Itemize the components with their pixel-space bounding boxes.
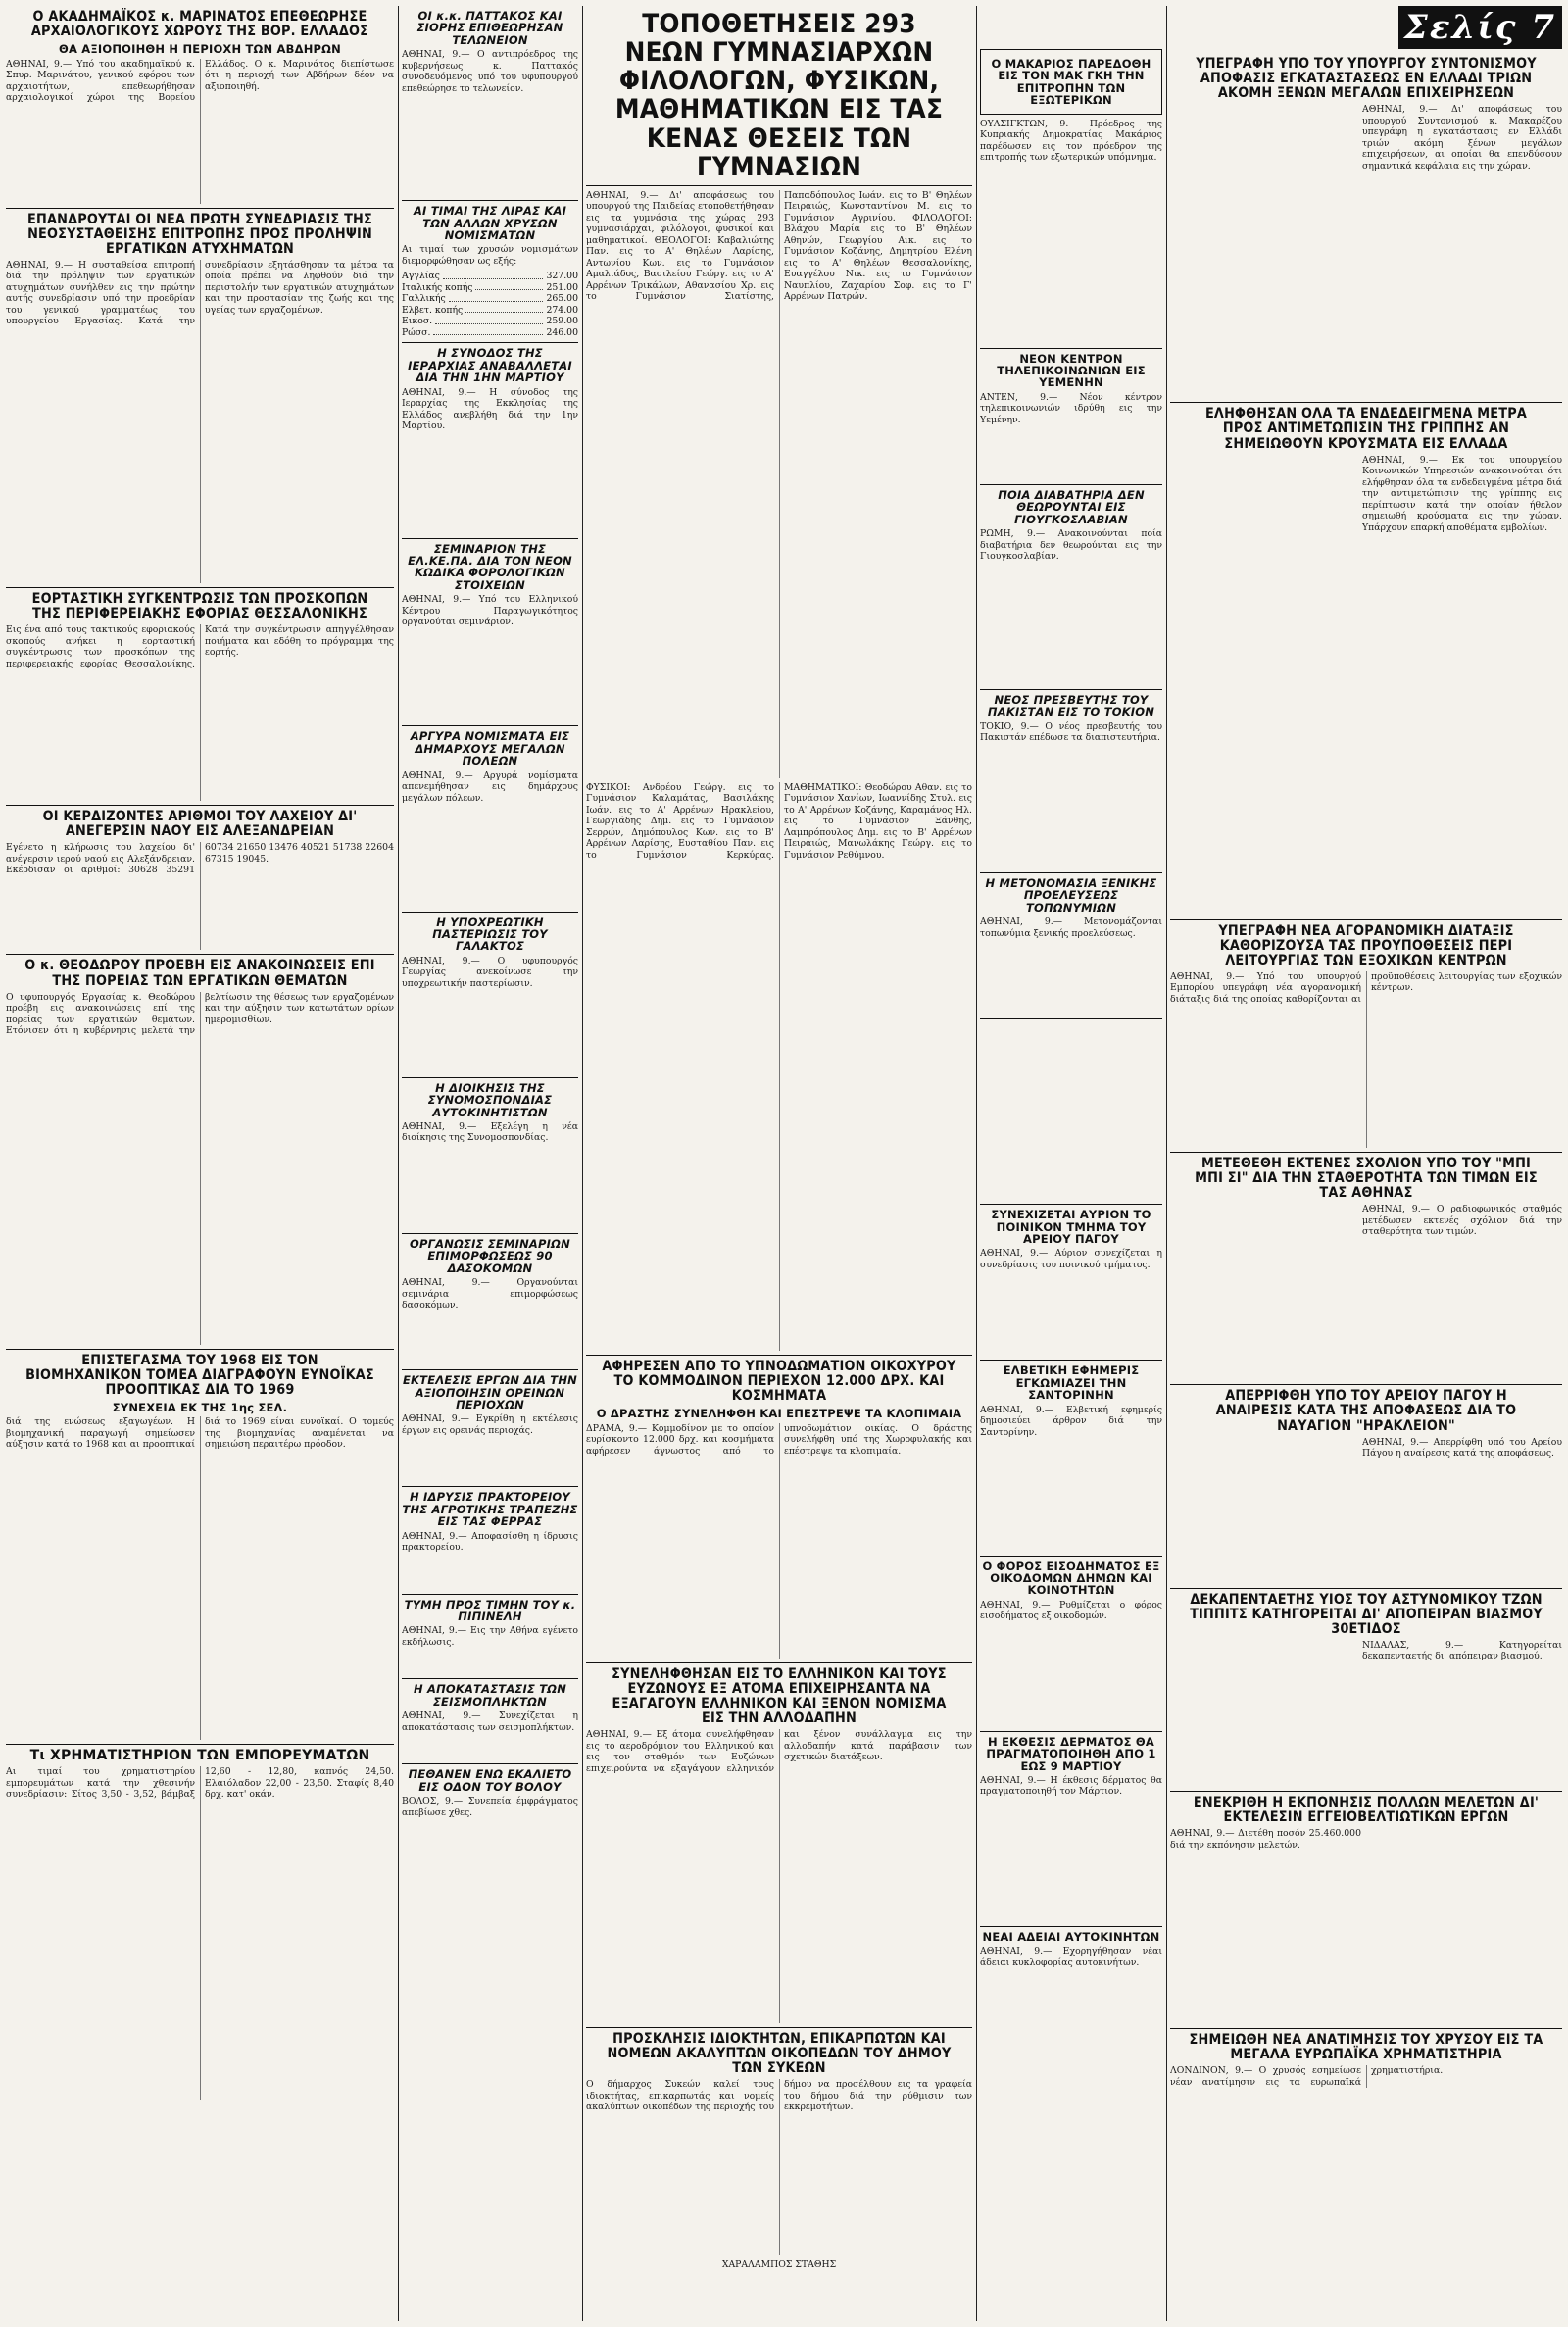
column-3 <box>586 6 972 2321</box>
article-gold-coins: Αι τιμαί των χρυσών νομισμάτων διεμορφώθησαν ως εξής: <box>402 244 578 267</box>
rate-name: Ιταλικής κοπής <box>402 281 473 293</box>
divider <box>980 484 1162 485</box>
headline-scouts: ΕΟΡΤΑΣΤΙΚΗ ΣΥΓΚΕΝΤΡΩΣΙΣ ΤΩΝ ΠΡΟΣΚΟΠΩΝ ΤΗΣ ΠΕΡΙΦΕΡΕΙΑΚΗΣ ΕΦΟΡΙΑΣ ΘΕΣΣΑΛΟΝΙΚΗΣ <box>31 590 368 622</box>
headline-commodities: Τι ΧΡΗΜΑΤΙΣΤΗΡΙΟΝ ΤΩΝ ΕΜΠΟΡΕΥΜΑΤΩΝ <box>29 1748 370 1764</box>
article-car-licenses: ΑΘΗΝΑΙ, 9.— Εχορηγήθησαν νέαι άδειαι κυκλοφορίας αυτοκινήτων. <box>980 1946 1162 1968</box>
article-theft: ΔΡΑΜΑ, 9.— Κομμοδίνον με το οποίον ευρίσκοντο 12.000 δρχ. και κοσμήματα αφήρεσεν άγνωστος από το υπνοδωμάτιον οικίας. Ο δράστης συνελήφθη υπό της Χωροφυλακής και επέστρεψε τα κλοπιμαία. <box>586 1422 972 1457</box>
rate-row <box>402 316 578 327</box>
divider <box>1170 1384 1562 1385</box>
article-industry: διά της ενώσεως εξαγωγέων. Η βιομηχανική παραγωγή σημείωσεν αύξησιν κατά το 1968 και αι προοπτικαί διά το 1969 είναι ευνοϊκαί. Ο τομεύς της βιομηχανίας αναμένεται να σημειώση περαιτέρω πρόοδον. <box>6 1416 394 1451</box>
subhead-avdira: ΘΑ ΑΞΙΟΠΟΙΗΘΗ Η ΠΕΡΙΟΧΗ ΤΩΝ ΑΒΔΗΡΩΝ <box>59 42 341 57</box>
rate-value: 251.00 <box>546 281 578 293</box>
headline-volos: ΠΕΘΑΝΕΝ ΕΝΩ ΕΚΑΛΙΕΤΟ ΕΙΣ ΟΔΟΝ ΤΟΥ ΒΟΛΟΥ <box>408 1767 572 1794</box>
headline-currency: ΣΥΝΕΛΗΦΘΗΣΑΝ ΕΙΣ ΤΟ ΕΛΛΗΝΙΚΟΝ ΚΑΙ ΤΟΥΣ ΕΥΖΩΝΟΥΣ ΕΞ ΑΤΟΜΑ ΕΠΙΧΕΙΡΗΣΑΝΤΑ ΝΑ ΕΞΑΓΑΓΟΥΝ ΕΛΛΗΝΙΚΟΝ ΚΑΙ ΞΕΝΟΝ ΝΟΜΙΣΜΑ ΕΙΣ ΤΗΝ ΑΛΛΟΔΑΠΗΝ <box>612 1665 947 1726</box>
article-leather: ΑΘΗΝΑΙ, 9.— Η έκθεσις δέρματος θα πραγματοποιηθή τον Μάρτιον. <box>980 1774 1162 1798</box>
rate-value: 265.00 <box>546 293 578 305</box>
headline-lottery: ΟΙ ΚΕΡΔΙΖΟΝΤΕΣ ΑΡΙΘΜΟΙ ΤΟΥ ΛΑΧΕΙΟΥ ΔΙ' ΑΝΕΓΕΡΣΙΝ ΝΑΟΥ ΕΙΣ ΑΛΕΞΑΝΔΡΕΙΑΝ <box>42 809 358 840</box>
gold-rates-table <box>402 271 578 338</box>
divider <box>402 1077 578 1078</box>
column-4 <box>980 6 1162 2321</box>
page-number-label: Σελίς 7 <box>1398 6 1562 49</box>
divider <box>980 1926 1162 1927</box>
headline-committee: ΕΠΑΝΔΡΟΥΤΑΙ ΟΙ ΝΕΑ ΠΡΩΤΗ ΣΥΝΕΔΡΙΑΣΙΣ ΤΗΣ ΝΕΟΣΥΣΤΑΘΕΙΣΗΣ ΕΠΙΤΡΟΠΗΣ ΠΡΟΣ ΠΡΟΛΗΨΙΝ ΕΡΓΑΤΙΚΩΝ ΑΤΥΧΗΜΑΤΩΝ <box>27 211 372 257</box>
article-theodorou: Ο υφυπουργός Εργασίας κ. Θεοδώρου προέβη εις ανακοινώσεις επί της πορείας των εργατικών θεμάτων. Ετόνισεν ότι η κυβέρνησις μελετά την βελτίωσιν της θέσεως των εργαζομένων και την αύξησιν των κατωτάτων ορίων ημερομισθίων. <box>6 991 394 1037</box>
newspaper-page <box>6 6 1562 2321</box>
signature: ΧΑΡΑΛΑΜΠΟΣ ΣΤΑΘΗΣ <box>721 2259 837 2271</box>
article-makarios: ΟΥΑΣΙΓΚΤΩΝ, 9.— Πρόεδρος της Κυπριακής Δημοκρατίας Μακάριος παρέδωσεν εις τον πρόεδρον της επιτροπής των εξωτερικών υπόμνημα. <box>980 118 1162 164</box>
article-currency: ΑΘΗΝΑΙ, 9.— Εξ άτομα συνελήφθησαν εις το αεροδρόμιον του Ελληνικού και εις τον σταθμόν των Ευζώνων επιχειρούντα να εξαγάγουν ελληνικόν και ξένον συνάλλαγμα εις την αλλοδαπήν κατά παράβασιν των σχετικών διατάξεων. <box>586 1729 972 1774</box>
article-foresters: ΑΘΗΝΑΙ, 9.— Οργανούνται σεμινάρια επιμορφώσεως δασοκόμων. <box>402 1277 578 1312</box>
divider <box>1170 1152 1562 1153</box>
article-marinatos: ΑΘΗΝΑΙ, 9.— Υπό του ακαδημαϊκού κ. Σπυρ. Μαρινάτου, γενικού εφόρου των αρχαιοτήτων, επεθεωρήθησαν αρχαιολογικοί χώροι της Βορείου Ελλάδος. Ο κ. Μαρινάτος διεπίστωσε ότι η περιοχή των Αβδήρων δέον να αξιοποιηθή. <box>6 58 394 104</box>
divider <box>402 1594 578 1595</box>
column-5 <box>1170 6 1562 2321</box>
rate-row <box>402 271 578 282</box>
divider <box>402 1233 578 1234</box>
article-bbc: ΑΘΗΝΑΙ, 9.— Ο ραδιοφωνικός σταθμός μετέδωσεν εκτενές σχόλιον διά την σταθερότητα των τιμών. <box>1362 1204 1562 1238</box>
divider <box>402 200 578 201</box>
article-enterprises: ΑΘΗΝΑΙ, 9.— Δι' αποφάσεως του υπουργού Συντονισμού κ. Μακαρέζου υπεγράφη η εγκατάστασις εν Ελλάδι τριών ακόμη ξένων μεγάλων επιχειρήσεων, αι οποίαι θα επενδύσουν σημαντικά κεφάλαια εις την χώραν. <box>1362 104 1562 172</box>
divider <box>6 805 394 806</box>
rate-value: 259.00 <box>546 316 578 327</box>
article-pattakos: ΑΘΗΝΑΙ, 9.— Ο αντιπρόεδρος της κυβερνήσεως κ. Παττακός συνοδευόμενος υπό του υφυπουργού επεθεώρησε το τελωνείον. <box>402 49 578 94</box>
article-flu: ΑΘΗΝΑΙ, 9.— Εκ του υπουργείου Κοινωνικών Υπηρεσιών ανακοινούται ότι ελήφθησαν όλα τα ενδεδειγμένα μέτρα διά την αντιμετώπισιν της γρίππης εις περίπτωσιν κατά την οποίαν ήθελον σημειωθή κρούσματα εις την χώραν. Υπάρχουν επαρκή αποθέματα εμβολίων. <box>1362 454 1562 533</box>
divider <box>402 1486 578 1487</box>
divider <box>980 689 1162 690</box>
divider <box>402 342 578 343</box>
headline-mountain: ΕΚΤΕΛΕΣΙΣ ΕΡΓΩΝ ΔΙΑ ΤΗΝ ΑΞΙΟΠΟΙΗΣΙΝ ΟΡΕΙΝΩΝ ΠΕΡΙΟΧΩΝ <box>402 1373 577 1411</box>
headline-foresters: ΟΡΓΑΝΩΣΙΣ ΣΕΜΙΝΑΡΙΩΝ ΕΠΙΜΟΡΦΩΣΕΩΣ 90 ΔΑΣΟΚΟΜΩΝ <box>410 1236 570 1275</box>
article-income-tax: ΑΘΗΝΑΙ, 9.— Ρυθμίζεται ο φόρος εισοδήματος εξ οικοδομών. <box>980 1599 1162 1622</box>
divider <box>980 1556 1162 1557</box>
article-gold: ΛΟΝΔΙΝΟΝ, 9.— Ο χρυσός εσημείωσε νέαν ανατίμησιν εις τα ευρωπαϊκά χρηματιστήρια. <box>1170 2065 1444 2088</box>
divider <box>586 1662 972 1663</box>
rate-name: Αγγλίας <box>402 271 440 282</box>
divider <box>980 1360 1162 1361</box>
headline-pattakos: ΟΙ κ.κ. ΠΑΤΤΑΚΟΣ ΚΑΙ ΣΙΟΡΗΣ ΕΠΙΘΕΩΡΗΣΑΝ ΤΕΛΩΝΕΙΟΝ <box>416 9 564 47</box>
rate-value: 274.00 <box>546 304 578 316</box>
headline-market: ΥΠΕΓΡΑΦΗ ΝΕΑ ΑΓΟΡΑΝΟΜΙΚΗ ΔΙΑΤΑΞΙΣ ΚΑΘΟΡΙΖΟΥΣΑ ΤΑΣ ΠΡΟΥΠΟΘΕΣΕΙΣ ΠΕΡΙ ΛΕΙΤΟΥΡΓΙΑΣ ΤΩΝ ΕΞΟΧΙΚΩΝ ΚΕΝΤΡΩΝ <box>1218 922 1514 968</box>
article-milk: ΑΘΗΝΑΙ, 9.— Ο υφυπουργός Γεωργίας ανεκοίνωσε την υποχρεωτικήν παστερίωσιν. <box>402 955 578 989</box>
rate-row <box>402 327 578 339</box>
divider <box>1170 1588 1562 1589</box>
divider <box>980 1731 1162 1732</box>
article-silver: ΑΘΗΝΑΙ, 9.— Αργυρά νομίσματα απενεμήθησαν εις δημάρχους μεγάλων πόλεων. <box>402 769 578 804</box>
divider <box>980 872 1162 873</box>
divider <box>6 1744 394 1745</box>
headline-ambassador: ΝΕΟΣ ΠΡΕΣΒΕΥΤΗΣ ΤΟΥ ΠΑΚΙΣΤΑΝ ΕΙΣ ΤΟ ΤΟΚΙΟΝ <box>987 693 1155 719</box>
rate-name: Γαλλικής <box>402 293 446 305</box>
divider <box>586 2027 972 2028</box>
headline-areios-pagos: ΣΥΝΕΧΙΖΕΤΑΙ ΑΥΡΙΟΝ ΤΟ ΠΟΙΝΙΚΟΝ ΤΜΗΜΑ ΤΟΥ ΑΡΕΙΟΥ ΠΑΓΟΥ <box>991 1208 1152 1246</box>
headline-seminar: ΣΕΜΙΝΑΡΙΟΝ ΤΗΣ ΕΛ.ΚΕ.ΠΑ. ΔΙΑ ΤΟΝ ΝΕΟΝ ΚΩΔΙΚΑ ΦΟΡΟΛΟΓΙΚΩΝ ΣΤΟΙΧΕΙΩΝ <box>408 541 572 592</box>
article-seminar: ΑΘΗΝΑΙ, 9.— Υπό του Ελληνικού Κέντρου Παραγωγικότητος οργανούται σεμινάριον. <box>402 594 578 628</box>
rate-row <box>402 282 578 294</box>
article-areios-pagos: ΑΘΗΝΑΙ, 9.— Αύριον συνεχίζεται η συνεδρίασις του ποινικού τμήματος. <box>980 1248 1162 1270</box>
headline-plots: ΠΡΟΣΚΛΗΣΙΣ ΙΔΙΟΚΤΗΤΩΝ, ΕΠΙΚΑΡΠΩΤΩΝ ΚΑΙ ΝΟΜΕΩΝ ΑΚΑΛΥΠΤΩΝ ΟΙΚΟΠΕΔΩΝ ΤΟΥ ΔΗΜΟΥ ΤΩΝ ΣΥΚΕΩΝ <box>607 2031 952 2077</box>
divider <box>402 1678 578 1679</box>
article-honor: ΑΘΗΝΑΙ, 9.— Εις την Αθήνα εγένετο εκδήλωσις. <box>402 1625 578 1648</box>
headline-tippits: ΔΕΚΑΠΕΝΤΑΕΤΗΣ ΥΙΟΣ ΤΟΥ ΑΣΤΥΝΟΜΙΚΟΥ ΤΖΩΝ ΤΙΠΠΙΤΣ ΚΑΤΗΓΟΡΕΙΤΑΙ ΔΙ' ΑΠΟΠΕΙΡΑΝ ΒΙΑΣΜΟΥ 30ΕΤΙΔΟΣ <box>1190 1591 1543 1637</box>
headline-makarios: Ο ΜΑΚΑΡΙΟΣ ΠΑΡΕΔΟΘΗ ΕΙΣ ΤΟΝ ΜΑΚ ΓΚΗ ΤΗΝ ΕΠΙΤΡΟΠΗΝ ΤΩΝ ΕΞΩΤΕΡΙΚΩΝ <box>991 57 1152 108</box>
article-toponyms: ΑΘΗΝΑΙ, 9.— Μετονομάζονται τοπωνύμια ξενικής προελεύσεως. <box>980 916 1162 939</box>
article-mountain: ΑΘΗΝΑΙ, 9.— Εγκρίθη η εκτέλεσις έργων εις ορεινάς περιοχάς. <box>402 1413 578 1436</box>
headline-theft: ΑΦΗΡΕΣΕΝ ΑΠΟ ΤΟ ΥΠΝΟΔΩΜΑΤΙΟΝ ΟΙΚΟΧΥΡΟΥ ΤΟ ΚΟΜΜΟΔΙΝΟΝ ΠΕΡΙΕΧΟΝ 12.000 ΔΡΧ. ΚΑΙ ΚΟΣΜΗΜΑΤΑ <box>602 1358 956 1405</box>
divider <box>586 185 972 186</box>
box-makarios <box>980 49 1162 115</box>
headline-flu: ΕΛΗΦΘΗΣΑΝ ΟΛΑ ΤΑ ΕΝΔΕΔΕΙΓΜΕΝΑ ΜΕΤΡΑ ΠΡΟΣ ΑΝΤΙΜΕΤΩΠΙΣΙΝ ΤΗΣ ΓΡΙΠΠΗΣ ΑΝ ΣΗΜΕΙΩΘΟΥΝ ΚΡΟΥΣΜΑΤΑ ΕΙΣ ΕΛΛΑΔΑ <box>1204 406 1528 452</box>
headline-theodorou: Ο κ. ΘΕΟΔΩΡΟΥ ΠΡΟΕΒΗ ΕΙΣ ΑΝΑΚΟΙΝΩΣΕΙΣ ΕΠΙ ΤΗΣ ΠΟΡΕΙΑΣ ΤΩΝ ΕΡΓΑΤΙΚΩΝ ΘΕΜΑΤΩΝ <box>24 958 375 989</box>
rate-name: Ελβετ. κοπής <box>402 304 464 316</box>
article-gymnasiarchs: ΑΘΗΝΑΙ, 9.— Δι' αποφάσεως του υπουργού της Παιδείας ετοποθετήθησαν εις τα γυμνάσια της χώρας 293 γυμνασιάρχαι, φιλόλογοι, φυσικοί και μαθηματικοί. ΘΕΟΛΟΓΟΙ: Καβαλιώτης Παν. εις το Α' Θηλέων Λαρίσης, Αντωνίου Κων. εις το Γυμνάσιον Αμαλιάδος, Βασιλείου Γεώργ. εις το Α' Αρρένων Τρικάλων, Αθανασίου Χρ. εις το Γυμνάσιον Σιατίστης, Παπαδόπουλος Ιωάν. εις το Β' Θηλέων Πειραιώς, Κωνσταντίνου Μ. εις το Γυμνάσιον Αγρινίου. ΦΙΛΟΛΟΓΟΙ: Βλάχου Μαρία εις το Β' Θηλέων Αθηνών, Γεωργίου Αικ. εις το Γυμνάσιον Κοζάνης, Δημητρίου Ελένη εις το Α' Θηλέων Θεσσαλονίκης, Ευαγγέλου Νικ. εις το Γυμνάσιον Ναυπλίου, Ζαχαρίου Σοφ. εις το Γ' Αρρένων Πατρών. <box>586 189 972 303</box>
column-rule <box>398 6 399 2321</box>
divider <box>1170 2028 1562 2029</box>
divider <box>6 208 394 209</box>
headline-earthquake: Η ΑΠΟΚΑΤΑΣΤΑΣΙΣ ΤΩΝ ΣΕΙΣΜΟΠΛΗΚΤΩΝ <box>413 1682 567 1708</box>
headline-gold-coins: ΑΙ ΤΙΜΑΙ ΤΗΣ ΛΙΡΑΣ ΚΑΙ ΤΩΝ ΑΛΛΩΝ ΧΡΥΣΩΝ ΝΟΜΙΣΜΑΤΩΝ <box>413 204 567 243</box>
headline-studies: ΕΝΕΚΡΙΘΗ Η ΕΚΠΟΝΗΣΙΣ ΠΟΛΛΩΝ ΜΕΛΕΤΩΝ ΔΙ' ΕΚΤΕΛΕΣΙΝ ΕΓΓΕΙΟΒΕΛΤΙΩΤΙΚΩΝ ΕΡΓΩΝ <box>1193 1794 1540 1826</box>
divider <box>402 912 578 913</box>
article-committee: ΑΘΗΝΑΙ, 9.— Η συσταθείσα επιτροπή διά την πρόληψιν των εργατικών ατυχημάτων συνήλθεν εις την πρώτην αυτής συνεδρίασιν υπό την προεδρίαν του γενικού γραμματέως του υπουργείου Εργασίας. Κατά την συνεδρίασιν εξητάσθησαν τα μέτρα τα οποία πρέπει να ληφθούν διά την περιστολήν των εργατικών ατυχημάτων και την προστασίαν της ζωής και της υγείας των εργαζομένων. <box>6 259 394 327</box>
article-scouts: Εις ένα από τους τακτικούς εφοριακούς σκοπούς ανήκει η εορταστική συγκέντρωσις των προσκόπων της περιφερειακής εφορίας Θεσσαλονίκης. Κατά την συγκέντρωσιν απηγγέλθησαν ποιήματα και εδόθη το πρόγραμμα της εορτής. <box>6 624 394 669</box>
headline-santorini: ΕΛΒΕΤΙΚΗ ΕΦΗΜΕΡΙΣ ΕΓΚΩΜΙΑΖΕΙ ΤΗΝ ΣΑΝΤΟΡΙΝΗΝ <box>1003 1363 1140 1403</box>
rate-name: Εικοσ. <box>402 316 433 327</box>
divider <box>402 538 578 539</box>
divider <box>1170 919 1562 920</box>
divider <box>980 1018 1162 1019</box>
subhead-industry: ΣΥΝΕΧΕΙΑ ΕΚ ΤΗΣ 1ης ΣΕΛ. <box>112 1400 288 1414</box>
headline-gymnasiarchs: ΤΟΠΟΘΕΤΗΣΕΙΣ 293 ΝΕΩΝ ΓΥΜΝΑΣΙΑΡΧΩΝ ΦΙΛΟΛΟΓΩΝ, ΦΥΣΙΚΩΝ, ΜΑΘΗΜΑΤΙΚΩΝ ΕΙΣ ΤΑΣ ΚΕΝΑΣ ΘΕΣΕΙΣ ΤΩΝ ΓΥΜΝΑΣΙΩΝ <box>614 9 944 182</box>
subhead-theft: Ο ΔΡΑΣΤΗΣ ΣΥΝΕΛΗΦΘΗ ΚΑΙ ΕΠΕΣΤΡΕΨΕ ΤΑ ΚΛΟΠΙΜΑΙΑ <box>596 1407 962 1421</box>
article-earthquake: ΑΘΗΝΑΙ, 9.— Συνεχίζεται η αποκατάστασις των σεισμοπλήκτων. <box>402 1710 578 1733</box>
article-plots: Ο δήμαρχος Συκεών καλεί τους ιδιοκτήτας, επικαρπωτάς και νομείς ακαλύπτων οικοπέδων της περιοχής του δήμου να προσέλθουν εις τα γραφεία του δήμου διά την ρύθμισιν των εκκρεμοτήτων. <box>586 2079 972 2113</box>
divider <box>980 1204 1162 1205</box>
article-passports: ΡΩΜΗ, 9.— Ανακοινούνται ποία διαβατήρια δεν θεωρούνται εις την Γιουγκοσλαβίαν. <box>980 528 1162 563</box>
headline-car-licenses: ΝΕΑΙ ΑΔΕΙΑΙ ΑΥΤΟΚΙΝΗΤΩΝ <box>982 1929 1160 1944</box>
column-rule <box>582 6 583 2321</box>
divider <box>402 1763 578 1764</box>
headline-leather: Η ΕΚΘΕΣΙΣ ΔΕΡΜΑΤΟΣ ΘΑ ΠΡΑΓΜΑΤΟΠΟΙΗΘΗ ΑΠΟ 1 ΕΩΣ 9 ΜΑΡΤΙΟΥ <box>986 1734 1156 1773</box>
column-rule <box>1166 6 1167 2321</box>
article-bank: ΑΘΗΝΑΙ, 9.— Αποφασίσθη η ίδρυσις πρακτορείου. <box>402 1530 578 1554</box>
divider <box>1170 402 1562 403</box>
divider <box>586 1355 972 1356</box>
divider <box>980 348 1162 349</box>
divider <box>6 954 394 955</box>
headline-honor: ΤΥΜΗ ΠΡΟΣ ΤΙΜΗΝ ΤΟΥ κ. ΠΙΠΙΝΕΛΗ <box>404 1597 576 1623</box>
divider <box>402 1369 578 1370</box>
headline-enterprises: ΥΠΕΓΡΑΦΗ ΥΠΟ ΤΟΥ ΥΠΟΥΡΓΟΥ ΣΥΝΤΟΝΙΣΜΟΥ ΑΠΟΦΑΣΙΣ ΕΓΚΑΤΑΣΤΑΣΕΩΣ ΕΝ ΕΛΛΑΔΙ ΤΡΙΩΝ ΑΚΟΜΗ ΞΕΝΩΝ ΜΕΓΑΛΩΝ ΕΠΙΧΕΙΡΗΣΕΩΝ <box>1196 56 1537 102</box>
rate-name: Ρώσσ. <box>402 326 431 338</box>
article-studies: ΑΘΗΝΑΙ, 9.— Διετέθη ποσόν 25.460.000 διά την εκπόνησιν μελετών. <box>1170 1828 1361 1851</box>
article-santorini: ΑΘΗΝΑΙ, 9.— Ελβετική εφημερίς δημοσιεύει άρθρον διά την Σαντορίνην. <box>980 1404 1162 1438</box>
headline-bank: Η ΙΔΡΥΣΙΣ ΠΡΑΚΤΟΡΕΙΟΥ ΤΗΣ ΑΓΡΟΤΙΚΗΣ ΤΡΑΠΕΖΗΣ ΕΙΣ ΤΑΣ ΦΕΡΡΑΣ <box>402 1490 578 1529</box>
article-market: ΑΘΗΝΑΙ, 9.— Υπό του υπουργού Εμπορίου υπεγράφη νέα αγορανομική διάταξις διά της οποίας καθορίζονται αι προϋποθέσεις λειτουργίας των εξοχικών κέντρων. <box>1170 970 1562 1005</box>
article-shipwreck: ΑΘΗΝΑΙ, 9.— Απερρίφθη υπό του Αρείου Πάγου η αναίρεσις κατά της αποφάσεως. <box>1362 1436 1562 1460</box>
headline-silver: ΑΡΓΥΡΑ ΝΟΜΙΣΜΑΤΑ ΕΙΣ ΔΗΜΑΡΧΟΥΣ ΜΕΓΑΛΩΝ ΠΟΛΕΩΝ <box>410 729 570 768</box>
article-lottery: Εγένετο η κλήρωσις του λαχείου δι' ανέγερσιν ιερού ναού εις Αλεξάνδρειαν. Εκέρδισαν οι αριθμοί: 30628 35291 60734 21650 13476 40521 51738 22604 67315 19045. <box>6 842 394 876</box>
divider <box>6 587 394 588</box>
headline-shipwreck: ΑΠΕΡΡΙΦΘΗ ΥΠΟ ΤΟΥ ΑΡΕΙΟΥ ΠΑΓΟΥ Η ΑΝΑΙΡΕΣΙΣ ΚΑΤΑ ΤΗΣ ΑΠΟΦΑΣΕΩΣ ΔΙΑ ΤΟ ΝΑΥΑΓΙΟΝ "ΗΡΑΚΛΕΙΟΝ" <box>1215 1388 1517 1434</box>
headline-income-tax: Ο ΦΟΡΟΣ ΕΙΣΟΔΗΜΑΤΟΣ ΕΞ ΟΙΚΟΔΟΜΩΝ ΔΗΜΩΝ ΚΑΙ ΚΟΙΝΟΤΗΤΩΝ <box>982 1559 1160 1598</box>
headline-toponyms: Η ΜΕΤΟΝΟΜΑΣΙΑ ΞΕΝΙΚΗΣ ΠΡΟΕΛΕΥΣΕΩΣ ΤΟΠΩΝΥΜΙΩΝ <box>985 875 1157 915</box>
article-drivers: ΑΘΗΝΑΙ, 9.— Εξελέγη η νέα διοίκησις της Συνομοσπονδίας. <box>402 1120 578 1144</box>
divider <box>1170 1791 1562 1792</box>
divider <box>6 1349 394 1350</box>
article-volos: ΒΟΛΟΣ, 9.— Συνεπεία έμφράγματος απεβίωσε χθες. <box>402 1796 578 1818</box>
rate-value: 327.00 <box>546 271 578 282</box>
column-2 <box>402 6 578 2321</box>
headline-marinatos: Ο ΑΚΑΔΗΜΑΪΚΟΣ κ. ΜΑΡΙΝΑΤΟΣ ΕΠΕΘΕΩΡΗΣΕ ΑΡΧΑΙΟΛΟΓΙΚΟΥΣ ΧΩΡΟΥΣ ΤΗΣ ΒΟΡ. ΕΛΛΑΔΟΣ <box>30 9 369 40</box>
divider <box>402 725 578 726</box>
column-rule <box>976 6 977 2321</box>
headline-gold: ΣΗΜΕΙΩΘΗ ΝΕΑ ΑΝΑΤΙΜΗΣΙΣ ΤΟΥ ΧΡΥΣΟΥ ΕΙΣ ΤΑ ΜΕΓΑΛΑ ΕΥΡΩΠΑΪΚΑ ΧΡΗΜΑΤΙΣΤΗΡΙΑ <box>1189 2032 1544 2063</box>
headline-industry: ΕΠΙΣΤΕΓΑΣΜΑ ΤΟΥ 1968 ΕΙΣ ΤΟΝ ΒΙΟΜΗΧΑΝΙΚΟΝ ΤΟΜΕΑ ΔΙΑΓΡΑΦΟΥΝ ΕΥΝΟΪΚΑΣ ΠΡΟΟΠΤΙΚΑΣ ΔΙΑ ΤΟ 1969 <box>25 1352 374 1398</box>
article-gymnasiarchs-cont: ΦΥΣΙΚΟΙ: Ανδρέου Γεώργ. εις το Γυμνάσιον Καλαμάτας, Βασιλάκης Ιωάν. εις το Α' Αρρένων Ηρακλείου, Γεωργιάδης Δημ. εις το Γυμνάσιον Σερρών, Δημόπουλος Κων. εις το Β' Αρρένων Λαρίσης, Ευσταθίου Παν. εις το Γυμνάσιον Κερκύρας. ΜΑΘΗΜΑΤΙΚΟΙ: Θεοδώρου Αθαν. εις το Γυμνάσιον Χανίων, Ιωαννίδης Στυλ. εις το Α' Αρρένων Κοζάνης, Καραμάνος Ηλ. εις το Γυμνάσιον Ξάνθης, Λαμπρόπουλος Δημ. εις το Β' Αρρένων Πειραιώς, Μανωλάκης Γεώργ. εις το Γυμνάσιον Ρεθύμνου. <box>586 781 972 861</box>
headline-synod: Η ΣΥΝΟΔΟΣ ΤΗΣ ΙΕΡΑΡΧΙΑΣ ΑΝΑΒΑΛΛΕΤΑΙ ΔΙΑ ΤΗΝ 1ΗΝ ΜΑΡΤΙΟΥ <box>408 346 572 385</box>
headline-bbc: ΜΕΤΕΘΕΘΗ ΕΚΤΕΝΕΣ ΣΧΟΛΙΟΝ ΥΠΟ ΤΟΥ "ΜΠΙ ΜΠΙ ΣΙ" ΔΙΑ ΤΗΝ ΣΤΑΘΕΡΟΤΗΤΑ ΤΩΝ ΤΙΜΩΝ ΕΙΣ ΤΑΣ ΑΘΗΝΑΣ <box>1195 1155 1538 1202</box>
rate-row <box>402 293 578 305</box>
rate-value: 246.00 <box>546 326 578 338</box>
article-yemen: ΑΝΤΕΝ, 9.— Νέον κέντρον τηλεπικοινωνιών ιδρύθη εις την Υεμένην. <box>980 391 1162 425</box>
article-ambassador: ΤΟΚΙΟ, 9.— Ο νέος πρεσβευτής του Πακιστάν επέδωσε τα διαπιστευτήρια. <box>980 720 1162 744</box>
headline-yemen: ΝΕΟΝ ΚΕΝΤΡΟΝ ΤΗΛΕΠΙΚΟΙΝΩΝΙΩΝ ΕΙΣ ΥΕΜΕΝΗΝ <box>997 351 1146 390</box>
article-synod: ΑΘΗΝΑΙ, 9.— Η σύνοδος της Ιεραρχίας της Εκκλησίας της Ελλάδος ανεβλήθη διά την 1ην Μαρτίου. <box>402 386 578 432</box>
masthead-row <box>1170 6 1562 53</box>
rate-row <box>402 305 578 317</box>
headline-drivers: Η ΔΙΟΙΚΗΣΙΣ ΤΗΣ ΣΥΝΟΜΟΣΠΟΝΔΙΑΣ ΑΥΤΟΚΙΝΗΤΙΣΤΩΝ <box>427 1080 553 1119</box>
headline-milk: Η ΥΠΟΧΡΕΩΤΙΚΗ ΠΑΣΤΕΡΙΩΣΙΣ ΤΟΥ ΓΑΛΑΚΤΟΣ <box>432 915 548 954</box>
column-1 <box>6 6 394 2321</box>
headline-passports: ΠΟΙΑ ΔΙΑΒΑΤΗΡΙΑ ΔΕΝ ΘΕΩΡΟΥΝΤΑΙ ΕΙΣ ΓΙΟΥΓΚΟΣΛΑΒΙΑΝ <box>998 487 1145 526</box>
article-tippits: ΝΙΔΑΛΑΣ, 9.— Κατηγορείται δεκαπενταετής δι' απόπειραν βιασμού. <box>1362 1639 1562 1662</box>
article-commodities: Αι τιμαί του χρηματιστηρίου εμπορευμάτων κατά την χθεσινήν συνεδρίασιν: Σίτος 3,50 - 3,52, βάμβαξ 12,60 - 12,80, καπνός 24,50. Ελαιόλαδον 22,00 - 23,50. Σταφίς 8,40 δρχ. κατ' οκάν. <box>6 1766 394 1801</box>
